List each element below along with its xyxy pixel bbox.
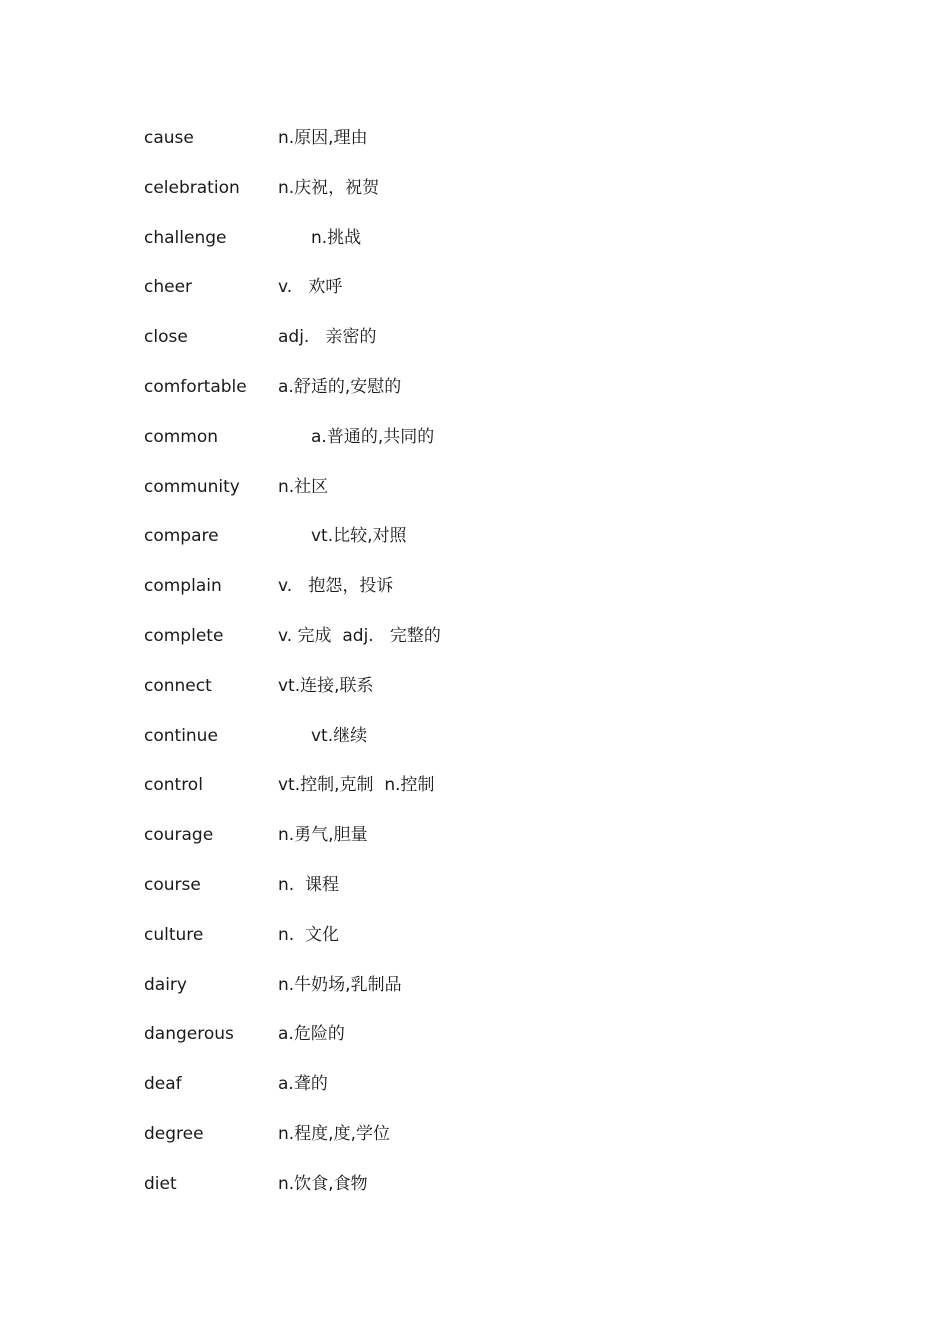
vocab-row [144, 524, 844, 574]
vocab-word: complain [144, 576, 222, 597]
vocab-meaning: n.牛奶场,乳制品 [278, 974, 402, 995]
vocab-word: cheer [144, 277, 193, 298]
vocab-word: challenge [144, 227, 227, 248]
vocab-meaning: vt.继续 [311, 725, 368, 746]
vocab-row [144, 574, 844, 624]
vocab-meaning: n.饮食,食物 [278, 1173, 368, 1194]
vocab-meaning: n. 课程 [278, 874, 339, 895]
vocab-word: degree [144, 1123, 204, 1144]
vocab-meaning: v. 欢呼 [278, 277, 343, 298]
vocab-word: compare [144, 526, 219, 547]
vocab-row [144, 923, 844, 973]
vocab-word: deaf [144, 1074, 182, 1095]
vocab-word: courage [144, 825, 214, 846]
vocab-row [144, 873, 844, 923]
vocab-word: continue [144, 725, 218, 746]
vocab-meaning: n. 文化 [278, 924, 339, 945]
vocab-meaning: v. 完成 adj. 完整的 [278, 625, 441, 646]
vocab-word: cause [144, 128, 194, 148]
vocab-row [144, 1172, 844, 1222]
vocab-row [144, 126, 844, 176]
vocab-word: close [144, 327, 188, 348]
vocab-row [144, 375, 844, 425]
vocab-row [144, 1072, 844, 1122]
vocab-row [144, 425, 844, 475]
vocab-row [144, 674, 844, 724]
vocabulary-list [144, 126, 844, 1222]
vocab-word: diet [144, 1173, 177, 1194]
vocab-meaning: vt.连接,联系 [278, 675, 374, 696]
vocab-meaning: n.原因,理由 [278, 128, 368, 148]
vocab-meaning: vt.控制,克制 n.控制 [278, 775, 435, 796]
vocab-meaning: a.危险的 [278, 1024, 345, 1045]
vocab-meaning: n.庆祝，祝贺 [278, 177, 380, 198]
vocab-meaning: n.勇气,胆量 [278, 825, 368, 846]
vocab-row [144, 1022, 844, 1072]
vocab-meaning: a.聋的 [278, 1074, 328, 1095]
vocab-word: community [144, 476, 240, 497]
vocab-word: dangerous [144, 1024, 234, 1045]
vocab-row [144, 176, 844, 226]
vocab-word: comfortable [144, 376, 247, 397]
vocab-row [144, 226, 844, 276]
vocab-word: common [144, 426, 219, 447]
vocab-row [144, 724, 844, 774]
vocab-meaning: n.社区 [278, 476, 329, 497]
vocab-word: culture [144, 924, 204, 945]
vocab-word: complete [144, 625, 224, 646]
vocab-row [144, 325, 844, 375]
vocab-meaning: n.程度,度,学位 [278, 1123, 390, 1144]
vocab-row [144, 624, 844, 674]
vocab-row [144, 973, 844, 1023]
vocab-meaning: v. 抱怨，投诉 [278, 576, 394, 597]
vocab-meaning: adj. 亲密的 [278, 327, 377, 348]
vocab-row [144, 773, 844, 823]
vocab-row [144, 275, 844, 325]
vocab-word: dairy [144, 974, 187, 995]
vocab-meaning: n.挑战 [311, 227, 362, 248]
vocab-word: celebration [144, 177, 240, 198]
vocab-row [144, 1122, 844, 1172]
vocab-row [144, 823, 844, 873]
vocab-meaning: vt.比较,对照 [311, 526, 407, 547]
vocab-meaning: a.普通的,共同的 [311, 426, 435, 447]
vocab-word: course [144, 874, 201, 895]
vocab-row [144, 475, 844, 525]
vocab-meaning: a.舒适的,安慰的 [278, 376, 402, 397]
vocab-word: connect [144, 675, 212, 696]
vocab-word: control [144, 775, 203, 796]
